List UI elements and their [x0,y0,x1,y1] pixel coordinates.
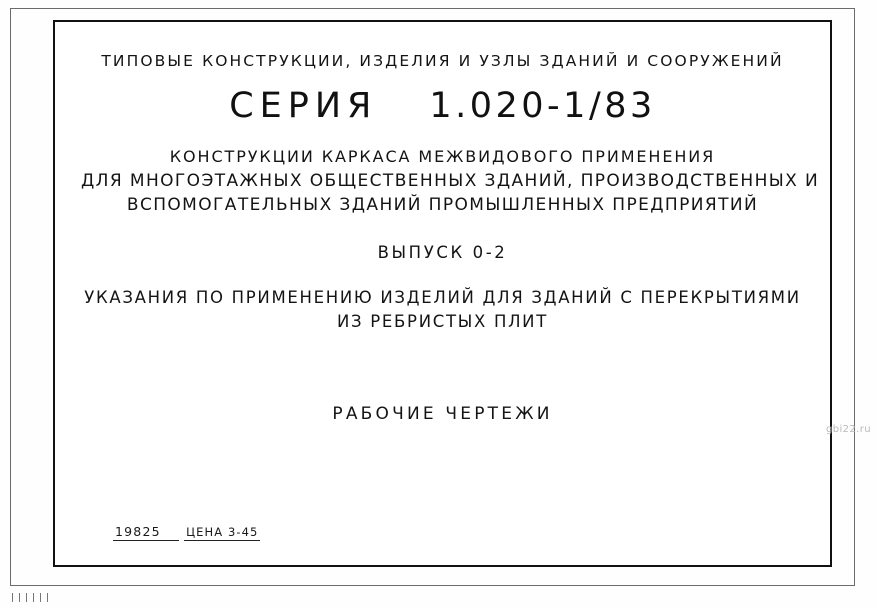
subtitle-line-2: ДЛЯ МНОГОЭТАЖНЫХ ОБЩЕСТВЕННЫХ ЗДАНИЙ, ПРОИЗВОДСТВЕННЫХ И [81,170,820,191]
title-page-frame [53,20,832,567]
scan-ruler-ticks [12,590,72,602]
series-label: СЕРИЯ [229,86,378,126]
issue-number: ВЫПУСК 0-2 [377,242,508,262]
series-code: 1.020-1/83 [429,86,656,126]
series-row [81,86,804,126]
working-drawings-label: РАБОЧИЕ ЧЕРТЕЖИ [332,403,553,424]
subtitle-line-3: ВСПОМОГАТЕЛЬНЫХ ЗДАНИЙ ПРОМЫШЛЕННЫХ ПРЕДПРИЯТИЙ [126,194,759,215]
document-header: ТИПОВЫЕ КОНСТРУКЦИИ, ИЗДЕЛИЯ И УЗЛЫ ЗДАНИЙ И СООРУЖЕНИЙ [101,52,784,70]
document-title-line-2: ИЗ РЕБРИСТЫХ ПЛИТ [337,311,548,331]
subtitle-line-1: КОНСТРУКЦИИ КАРКАСА МЕЖВИДОВОГО ПРИМЕНЕНИЯ [169,147,716,166]
stamp-price: ЦЕНА 3-45 [186,525,259,539]
bottom-left-stamp [113,521,260,541]
watermark-text: gbi22.ru [825,424,871,435]
subtitle-block [81,146,820,217]
document-title-line-1: УКАЗАНИЯ ПО ПРИМЕНЕНИЮ ИЗДЕЛИЙ ДЛЯ ЗДАНИЙ С ПЕРЕКРЫТИЯМИ [84,287,801,307]
document-title-block [81,286,804,334]
stamp-number: 19825 [113,524,179,541]
title-page-content [55,22,830,565]
